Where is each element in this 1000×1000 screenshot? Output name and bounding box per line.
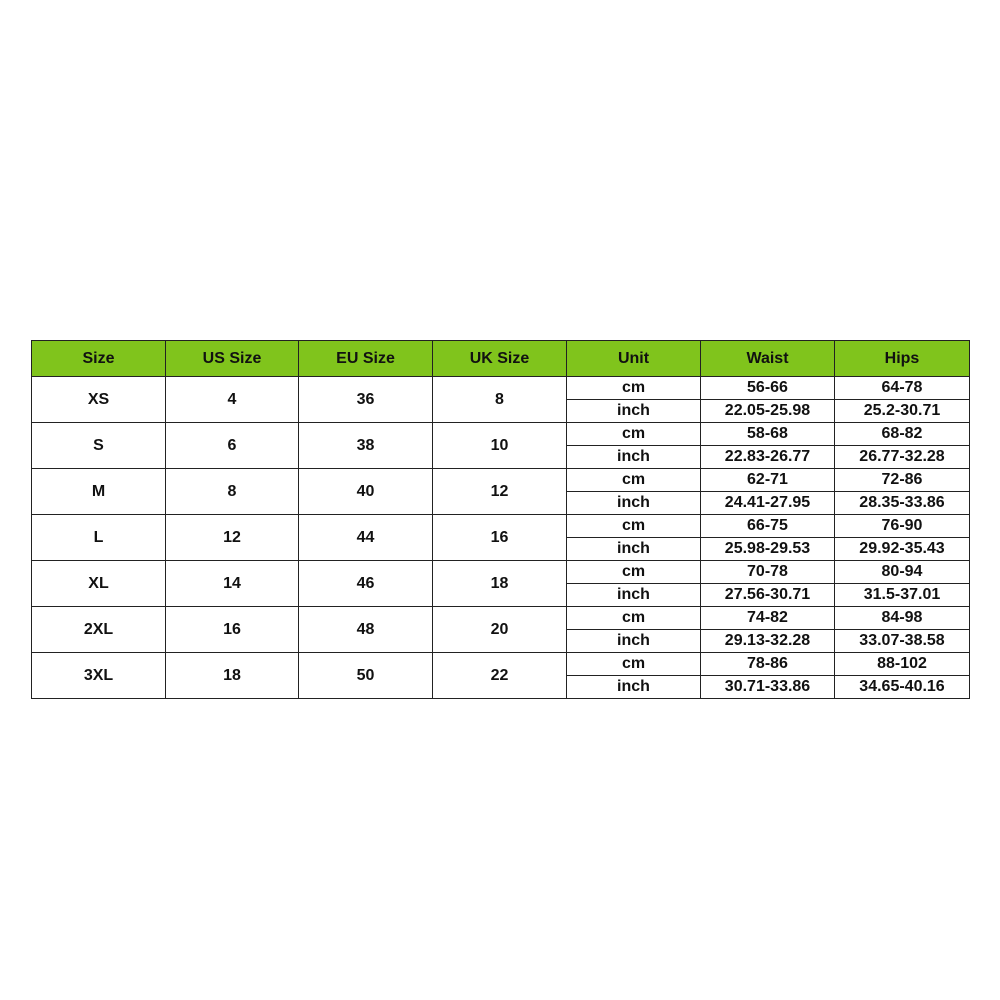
size-cell: XL — [32, 561, 166, 607]
us-size-cell: 12 — [166, 515, 299, 561]
waist-cell: 22.83-26.77 — [701, 446, 835, 469]
table-header — [32, 341, 970, 377]
hips-cell: 33.07-38.58 — [835, 630, 970, 653]
unit-cell: cm — [567, 423, 701, 446]
hips-cell: 64-78 — [835, 377, 970, 400]
hips-cell: 88-102 — [835, 653, 970, 676]
hips-cell: 28.35-33.86 — [835, 492, 970, 515]
hips-cell: 26.77-32.28 — [835, 446, 970, 469]
waist-cell: 25.98-29.53 — [701, 538, 835, 561]
size-cell: M — [32, 469, 166, 515]
size-cell: 3XL — [32, 653, 166, 699]
hips-cell: 31.5-37.01 — [835, 584, 970, 607]
unit-cell: inch — [567, 400, 701, 423]
eu-size-cell: 36 — [299, 377, 433, 423]
table-row — [32, 515, 970, 538]
size-cell: S — [32, 423, 166, 469]
hips-cell: 76-90 — [835, 515, 970, 538]
waist-cell: 24.41-27.95 — [701, 492, 835, 515]
uk-size-cell: 20 — [433, 607, 567, 653]
unit-cell: inch — [567, 676, 701, 699]
uk-size-cell: 10 — [433, 423, 567, 469]
eu-size-cell: 44 — [299, 515, 433, 561]
unit-cell: cm — [567, 469, 701, 492]
us-size-cell: 16 — [166, 607, 299, 653]
size-cell: 2XL — [32, 607, 166, 653]
uk-size-cell: 22 — [433, 653, 567, 699]
unit-cell: cm — [567, 653, 701, 676]
size-cell: L — [32, 515, 166, 561]
header-hips: Hips — [835, 341, 970, 377]
waist-cell: 62-71 — [701, 469, 835, 492]
header-size: Size — [32, 341, 166, 377]
waist-cell: 27.56-30.71 — [701, 584, 835, 607]
uk-size-cell: 8 — [433, 377, 567, 423]
hips-cell: 72-86 — [835, 469, 970, 492]
unit-cell: inch — [567, 538, 701, 561]
eu-size-cell: 48 — [299, 607, 433, 653]
table-body — [32, 377, 970, 699]
eu-size-cell: 38 — [299, 423, 433, 469]
unit-cell: cm — [567, 561, 701, 584]
header-us-size: US Size — [166, 341, 299, 377]
uk-size-cell: 18 — [433, 561, 567, 607]
waist-cell: 66-75 — [701, 515, 835, 538]
table-row — [32, 377, 970, 400]
size-chart-table — [31, 340, 970, 699]
header-row — [32, 341, 970, 377]
unit-cell: inch — [567, 492, 701, 515]
unit-cell: cm — [567, 515, 701, 538]
hips-cell: 25.2-30.71 — [835, 400, 970, 423]
us-size-cell: 6 — [166, 423, 299, 469]
size-cell: XS — [32, 377, 166, 423]
hips-cell: 29.92-35.43 — [835, 538, 970, 561]
hips-cell: 68-82 — [835, 423, 970, 446]
eu-size-cell: 50 — [299, 653, 433, 699]
unit-cell: cm — [567, 377, 701, 400]
waist-cell: 56-66 — [701, 377, 835, 400]
table-row — [32, 653, 970, 676]
hips-cell: 80-94 — [835, 561, 970, 584]
uk-size-cell: 16 — [433, 515, 567, 561]
table-row — [32, 423, 970, 446]
us-size-cell: 4 — [166, 377, 299, 423]
eu-size-cell: 46 — [299, 561, 433, 607]
us-size-cell: 18 — [166, 653, 299, 699]
header-eu-size: EU Size — [299, 341, 433, 377]
table-row — [32, 607, 970, 630]
waist-cell: 74-82 — [701, 607, 835, 630]
unit-cell: inch — [567, 630, 701, 653]
uk-size-cell: 12 — [433, 469, 567, 515]
table-row — [32, 561, 970, 584]
us-size-cell: 14 — [166, 561, 299, 607]
unit-cell: inch — [567, 446, 701, 469]
waist-cell: 78-86 — [701, 653, 835, 676]
waist-cell: 70-78 — [701, 561, 835, 584]
header-waist: Waist — [701, 341, 835, 377]
table-row — [32, 469, 970, 492]
unit-cell: cm — [567, 607, 701, 630]
waist-cell: 22.05-25.98 — [701, 400, 835, 423]
hips-cell: 34.65-40.16 — [835, 676, 970, 699]
hips-cell: 84-98 — [835, 607, 970, 630]
header-uk-size: UK Size — [433, 341, 567, 377]
eu-size-cell: 40 — [299, 469, 433, 515]
us-size-cell: 8 — [166, 469, 299, 515]
header-unit: Unit — [567, 341, 701, 377]
unit-cell: inch — [567, 584, 701, 607]
waist-cell: 58-68 — [701, 423, 835, 446]
waist-cell: 30.71-33.86 — [701, 676, 835, 699]
waist-cell: 29.13-32.28 — [701, 630, 835, 653]
